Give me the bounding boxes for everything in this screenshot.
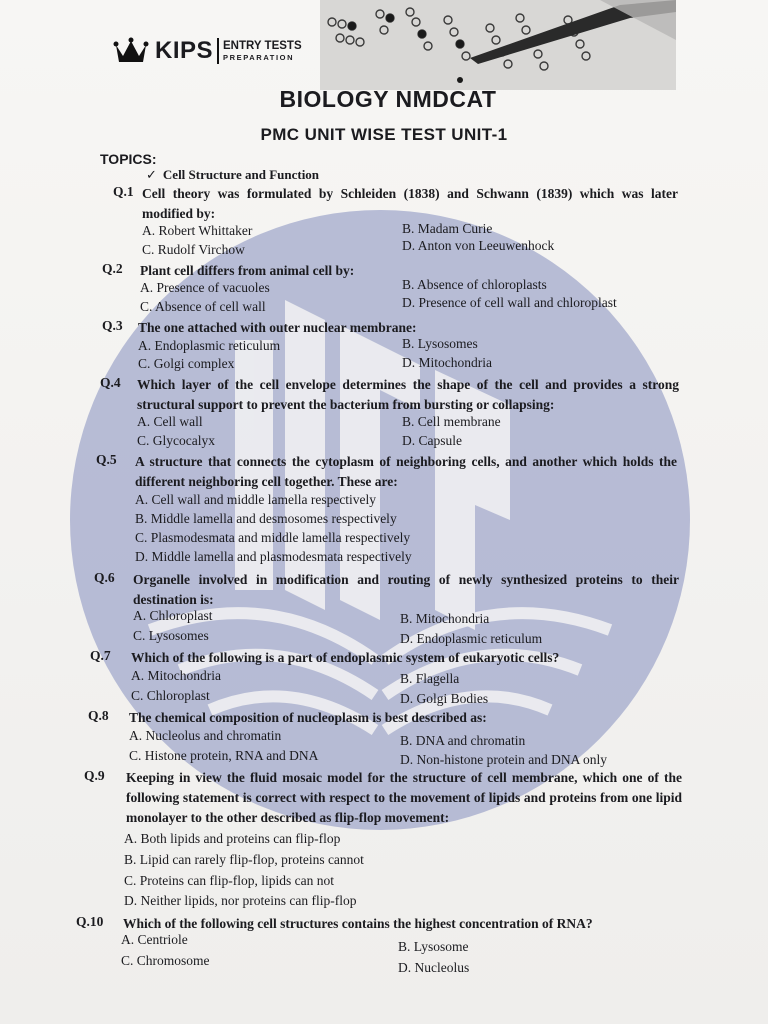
question-number: Q.1 xyxy=(113,184,134,199)
option-d: D. Non-histone protein and DNA only xyxy=(400,752,607,767)
option-d: D. Mitochondria xyxy=(402,355,492,370)
option-b: B. Absence of chloroplasts xyxy=(402,277,547,292)
question-text: Which of the following is a part of endoplasmic system of eukaryotic cells? xyxy=(131,650,560,665)
question-number: Q.6 xyxy=(94,570,115,585)
option-d: D. Middle lamella and plasmodesmata respectively xyxy=(135,549,412,564)
question-number: Q.4 xyxy=(100,375,121,390)
option-b: B. Mitochondria xyxy=(400,611,490,626)
page-title: BIOLOGY NMDCAT xyxy=(279,86,497,112)
topic-item xyxy=(146,167,319,183)
question-text: Which of the following cell structures contains the highest concentration of RNA? xyxy=(123,916,593,931)
question-text: Keeping in view the fluid mosaic model for the structure of cell membrane, which one of the following statement is correct with respect to the movement of lipids and proteins from one lipid monolayer to the other described as flip-flop movement: xyxy=(126,770,682,825)
question-text: Organelle involved in modification and routing of newly synthesized proteins to their destination is: xyxy=(133,572,679,607)
option-a: A. Presence of vacuoles xyxy=(140,280,270,295)
option-d: D. Neither lipids, nor proteins can flip-flop xyxy=(124,893,357,908)
option-d: D. Endoplasmic reticulum xyxy=(400,631,543,646)
question-number: Q.5 xyxy=(96,452,117,467)
logo-subtext-line1: ENTRY TESTS xyxy=(223,39,302,52)
option-c: C. Proteins can flip-flop, lipids can not xyxy=(124,873,334,888)
option-c: C. Lysosomes xyxy=(133,628,209,643)
topic-item-text: Cell Structure and Function xyxy=(162,167,320,182)
option-b: B. Flagella xyxy=(400,671,460,686)
option-c: C. Glycocalyx xyxy=(137,433,215,448)
topics-label: TOPICS: xyxy=(100,151,157,167)
check-mark-icon: ✓ xyxy=(146,168,157,183)
option-a: A. Mitochondria xyxy=(131,668,221,683)
page-subtitle: PMC UNIT WISE TEST UNIT-1 xyxy=(260,125,508,144)
option-b: B. Middle lamella and desmosomes respectively xyxy=(135,511,397,526)
option-b: B. Madam Curie xyxy=(402,221,493,236)
option-a: A. Both lipids and proteins can flip-flop xyxy=(124,831,341,846)
option-c: C. Plasmodesmata and middle lamella respectively xyxy=(135,530,411,545)
option-a: A. Centriole xyxy=(121,932,188,947)
option-a: A. Endoplasmic reticulum xyxy=(138,338,281,353)
question-number: Q.3 xyxy=(102,318,123,333)
question-text: The chemical composition of nucleoplasm is best described as: xyxy=(129,710,487,725)
option-c: C. Chloroplast xyxy=(131,688,210,703)
option-c: C. Rudolf Virchow xyxy=(142,242,245,257)
option-d: D. Presence of cell wall and chloroplast xyxy=(402,295,617,310)
option-d: D. Nucleolus xyxy=(398,960,470,975)
option-b: B. Cell membrane xyxy=(402,414,501,429)
question-number: Q.7 xyxy=(90,648,111,663)
option-b: B. Lysosomes xyxy=(402,336,478,351)
option-c: C. Chromosome xyxy=(121,953,210,968)
option-c: C. Absence of cell wall xyxy=(140,299,266,314)
option-d: D. Golgi Bodies xyxy=(400,691,489,706)
logo-text: KIPS xyxy=(155,37,214,64)
question-number: Q.8 xyxy=(88,708,109,723)
option-c: C. Golgi complex xyxy=(138,356,235,371)
question-number: Q.10 xyxy=(76,914,104,929)
question-text: Which layer of the cell envelope determines the shape of the cell and provides a strong structural support to prevent the bacterium from bursting or collapsing: xyxy=(137,377,679,412)
option-a: A. Cell wall xyxy=(137,414,203,429)
question-number: Q.2 xyxy=(102,261,123,276)
option-a: A. Chloroplast xyxy=(133,608,213,623)
option-d: D. Capsule xyxy=(402,433,462,448)
question-text: A structure that connects the cytoplasm of neighboring cells, and another which holds the different neighboring cell together. These are: xyxy=(135,454,677,489)
logo-subtext-line2: PREPARATION xyxy=(223,53,295,62)
option-d: D. Anton von Leeuwenhock xyxy=(402,238,555,253)
question-number: Q.9 xyxy=(84,768,105,783)
question-text: The one attached with outer nuclear membrane: xyxy=(138,320,417,335)
option-a: A. Robert Whittaker xyxy=(142,223,253,238)
option-b: B. Lipid can rarely flip-flop, proteins cannot xyxy=(124,852,364,867)
option-a: A. Cell wall and middle lamella respectively xyxy=(135,492,377,507)
question-text: Cell theory was formulated by Schleiden (1838) and Schwann (1839) which was later modified by: xyxy=(142,186,678,221)
option-a: A. Nucleolus and chromatin xyxy=(129,728,282,743)
question-text: Plant cell differs from animal cell by: xyxy=(140,263,355,278)
option-c: C. Histone protein, RNA and DNA xyxy=(129,748,319,763)
option-b: B. Lysosome xyxy=(398,939,469,954)
option-b: B. DNA and chromatin xyxy=(400,733,526,748)
